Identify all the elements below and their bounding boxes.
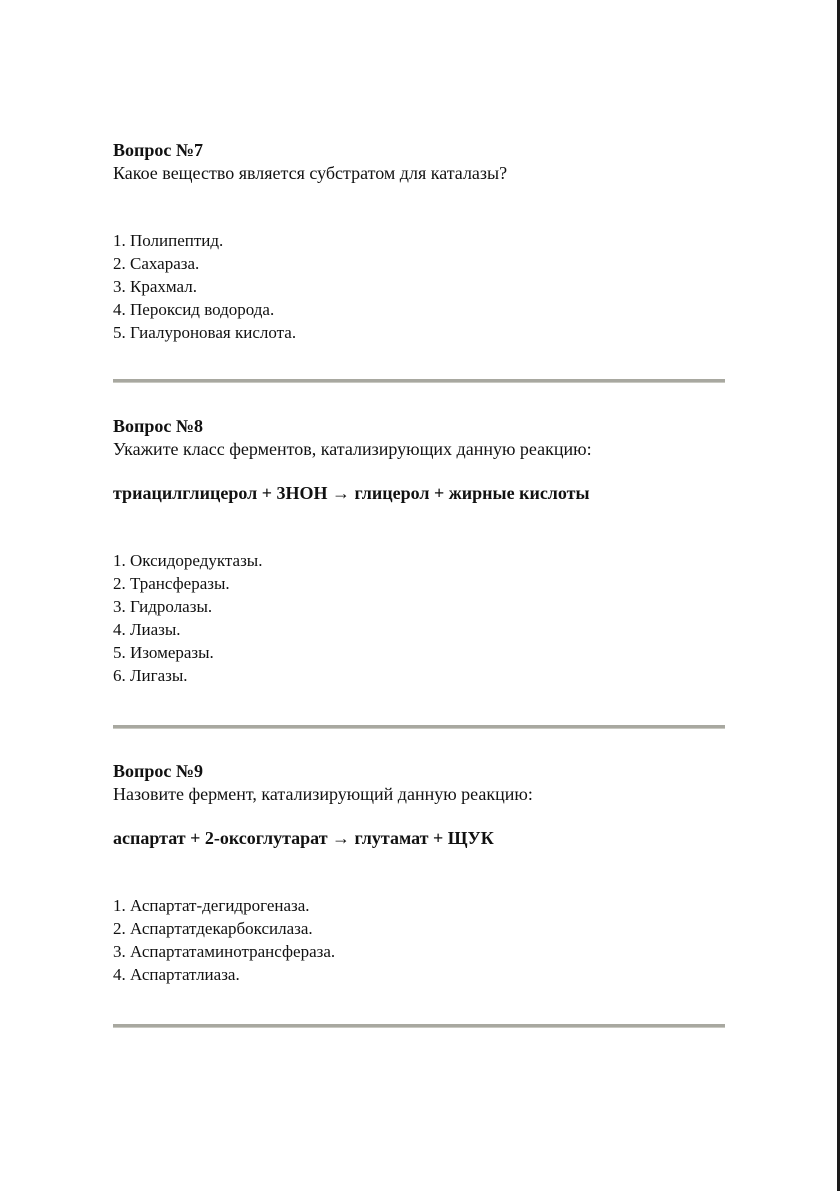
section-divider — [113, 725, 725, 729]
answer-option[interactable]: 3. Крахмал. — [113, 277, 197, 296]
question-title: Вопрос №8 — [113, 416, 203, 436]
reaction-formula: триацилглицерол + 3НОН → глицерол + жирные кислоты — [113, 483, 590, 503]
answer-option[interactable]: 1. Полипептид. — [113, 231, 224, 250]
answer-option[interactable]: 4. Лиазы. — [113, 620, 181, 639]
answer-option[interactable]: 5. Гиалуроновая кислота. — [113, 323, 297, 342]
answer-option[interactable]: 2. Аспартатдекарбоксилаза. — [113, 919, 313, 938]
question-9 — [113, 761, 725, 986]
question-text: Какое вещество является субстратом для каталазы? — [113, 163, 508, 183]
answer-option[interactable]: 6. Лигазы. — [113, 666, 188, 685]
answer-option[interactable]: 3. Гидролазы. — [113, 597, 213, 616]
answer-option[interactable]: 1. Оксидоредуктазы. — [113, 551, 263, 570]
answer-option[interactable]: 4. Аспартатлиаза. — [113, 965, 240, 984]
question-text: Укажите класс ферментов, катализирующих данную реакцию: — [113, 439, 592, 459]
question-8 — [113, 416, 725, 687]
answer-option[interactable]: 2. Сахараза. — [113, 254, 200, 273]
answer-option[interactable]: 3. Аспартатаминотрансфераза. — [113, 942, 336, 961]
question-7 — [113, 140, 725, 344]
answer-option[interactable]: 5. Изомеразы. — [113, 643, 214, 662]
answer-options — [113, 894, 725, 986]
answer-option[interactable]: 2. Трансферазы. — [113, 574, 230, 593]
reaction-formula: аспартат + 2-оксоглутарат → глутамат + ЩУК — [113, 828, 494, 848]
answer-options — [113, 549, 725, 687]
answer-option[interactable]: 1. Аспартат-дегидрогеназа. — [113, 896, 310, 915]
answer-options — [113, 229, 725, 344]
question-text: Назовите фермент, катализирующий данную реакцию: — [113, 784, 533, 804]
section-divider — [113, 1024, 725, 1028]
question-title: Вопрос №9 — [113, 761, 203, 781]
question-title: Вопрос №7 — [113, 140, 203, 160]
answer-option[interactable]: 4. Пероксид водорода. — [113, 300, 275, 319]
section-divider — [113, 379, 725, 383]
